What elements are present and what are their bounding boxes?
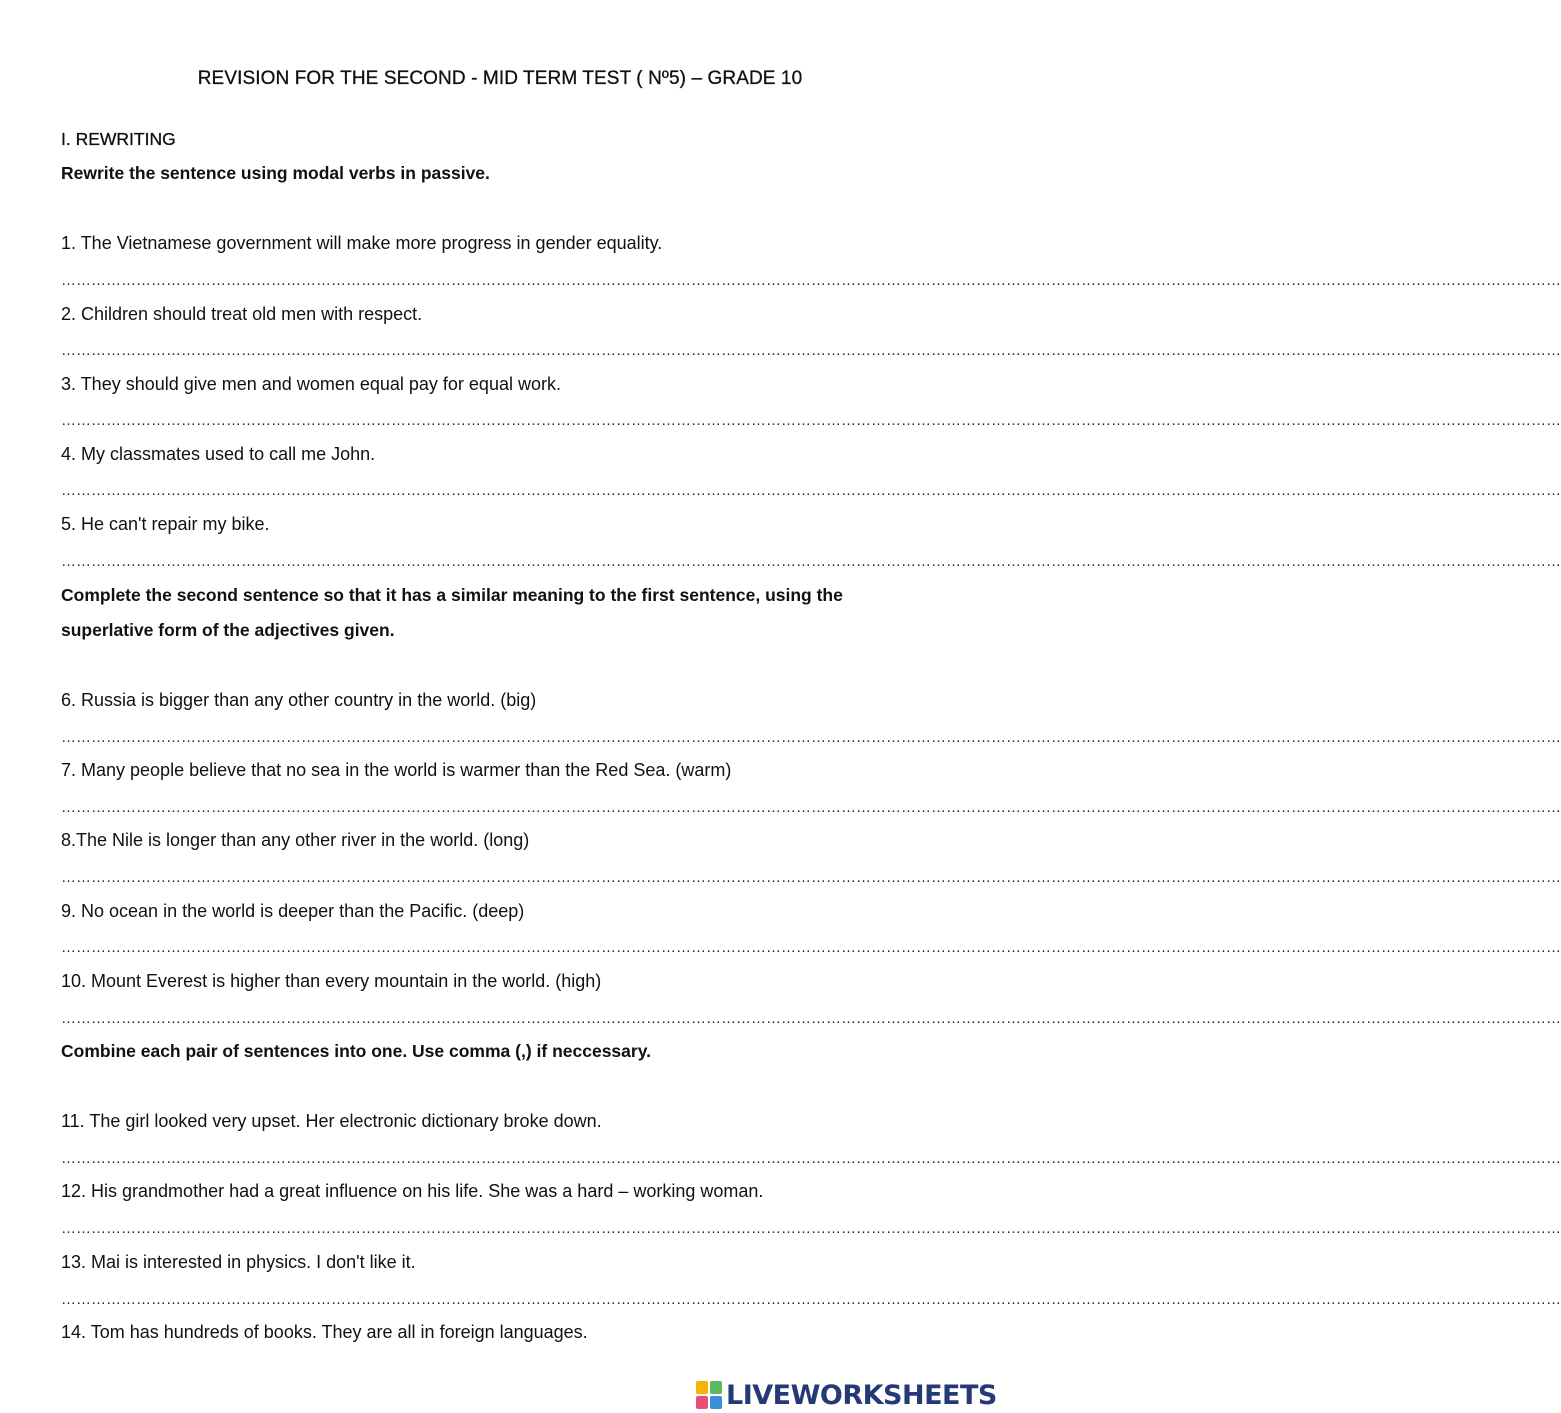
answer-line-12[interactable]: ………………………………………………………………………………………………………………………………………………………………………………………………………………………………………………………………………… (61, 1220, 1561, 1237)
answer-line-9[interactable]: ………………………………………………………………………………………………………………………………………………………………………………………………………………………………………………………………………… (61, 939, 1561, 956)
answer-line-6[interactable]: ………………………………………………………………………………………………………………………………………………………………………………………………………………………………………………………………………… (61, 729, 1561, 746)
question-8: 8.The Nile is longer than any other river in the world. (long) (61, 830, 530, 850)
liveworksheets-logo (696, 1377, 997, 1413)
question-12: 12. His grandmother had a great influence on his life. She was a hard – working woman. (61, 1181, 764, 1201)
question-13: 13. Mai is interested in physics. I don't like it. (61, 1252, 416, 1272)
answer-line-4[interactable]: ………………………………………………………………………………………………………………………………………………………………………………………………………………………………………………………………………… (61, 482, 1561, 499)
question-14: 14. Tom has hundreds of books. They are all in foreign languages. (61, 1322, 588, 1342)
answer-line-5[interactable]: ………………………………………………………………………………………………………………………………………………………………………………………………………………………………………………………………………… (61, 553, 1561, 570)
question-2: 2. Children should treat old men with respect. (61, 304, 423, 324)
answer-line-8[interactable]: ………………………………………………………………………………………………………………………………………………………………………………………………………………………………………………………………………… (61, 869, 1561, 886)
question-1: 1. The Vietnamese government will make more progress in gender equality. (61, 233, 663, 253)
question-10: 10. Mount Everest is higher than every mountain in the world. (high) (61, 971, 602, 991)
answer-line-1[interactable]: ………………………………………………………………………………………………………………………………………………………………………………………………………………………………………………………………………… (61, 272, 1561, 289)
instruction-superlative: Complete the second sentence so that it has a similar meaning to the first sentence, using the superlative form of the adjectives given. (61, 585, 843, 640)
answer-line-10[interactable]: ………………………………………………………………………………………………………………………………………………………………………………………………………………………………………………………………………… (61, 1010, 1561, 1027)
instruction-combine: Combine each pair of sentences into one. Use comma (,) if neccessary. (61, 1041, 652, 1061)
question-6: 6. Russia is bigger than any other country in the world. (big) (61, 690, 537, 710)
logo-square-4 (710, 1396, 722, 1409)
answer-line-7[interactable]: ………………………………………………………………………………………………………………………………………………………………………………………………………………………………………………………………………… (61, 799, 1561, 816)
logo-text: LIVEWORKSHEETS (726, 1379, 997, 1411)
instruction-modal-passive: Rewrite the sentence using modal verbs in passive. (61, 163, 490, 183)
answer-line-13[interactable]: ………………………………………………………………………………………………………………………………………………………………………………………………………………………………………………………………………… (61, 1291, 1561, 1308)
liveworksheets-logo-icon (696, 1381, 722, 1409)
logo-square-2 (710, 1381, 722, 1394)
question-11: 11. The girl looked very upset. Her electronic dictionary broke down. (61, 1111, 602, 1131)
answer-line-11[interactable]: ………………………………………………………………………………………………………………………………………………………………………………………………………………………………………………………………………… (61, 1150, 1561, 1167)
question-3: 3. They should give men and women equal pay for equal work. (61, 374, 561, 394)
question-9: 9. No ocean in the world is deeper than the Pacific. (deep) (61, 901, 525, 921)
worksheet-title: REVISION FOR THE SECOND - MID TERM TEST ( Nº5) – GRADE 10 (197, 68, 803, 89)
question-5: 5. He can't repair my bike. (61, 514, 270, 534)
logo-square-1 (696, 1381, 708, 1394)
answer-line-3[interactable]: ………………………………………………………………………………………………………………………………………………………………………………………………………………………………………………………………………… (61, 412, 1561, 429)
question-7: 7. Many people believe that no sea in the world is warmer than the Red Sea. (warm) (61, 760, 732, 780)
logo-square-3 (696, 1396, 708, 1409)
answer-line-2[interactable]: ………………………………………………………………………………………………………………………………………………………………………………………………………………………………………………………………………… (61, 342, 1561, 359)
question-4: 4. My classmates used to call me John. (61, 444, 376, 464)
section-heading-rewriting: I. REWRITING (61, 129, 176, 149)
